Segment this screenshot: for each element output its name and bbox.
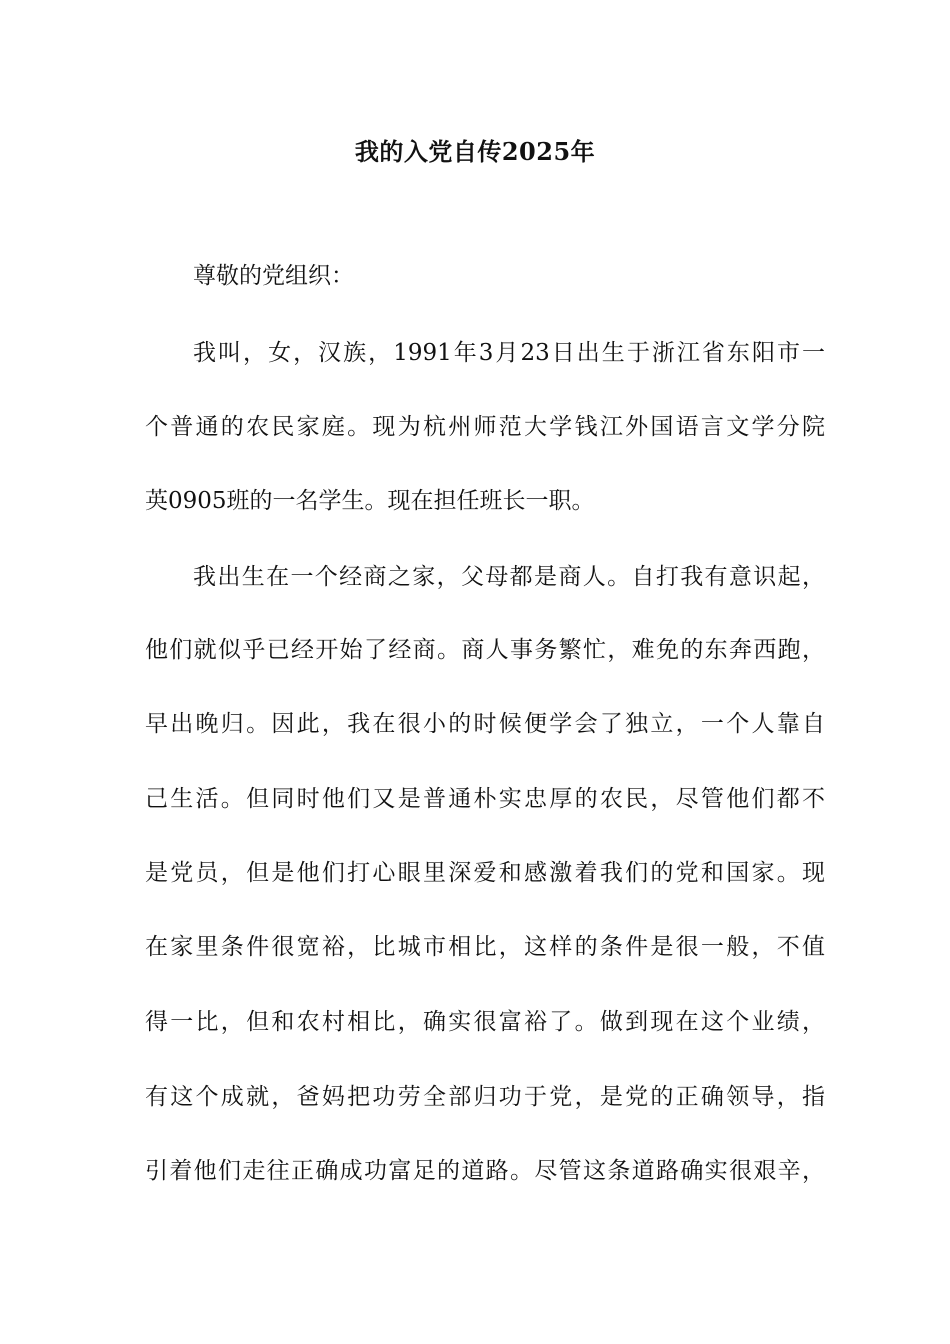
paragraph-2-line-7: 得一比，但和农村相比，确实很富裕了。做到现在这个业绩，	[145, 1009, 825, 1035]
paragraph-2-line-8: 有这个成就，爸妈把功劳全部归功于党，是党的正确领导，指	[145, 1084, 825, 1110]
paragraph-1-line-1: 我叫，女，汉族，1991年3月23日出生于浙江省东阳市一	[193, 340, 825, 366]
paragraph-1-line-2: 个普通的农民家庭。现为杭州师范大学钱江外国语言文学分院	[145, 414, 825, 440]
paragraph-2-line-4: 己生活。但同时他们又是普通朴实忠厚的农民，尽管他们都不	[145, 786, 825, 812]
paragraph-2-line-6: 在家里条件很宽裕，比城市相比，这样的条件是很一般，不值	[145, 934, 825, 960]
paragraph-2-line-3: 早出晚归。因此，我在很小的时候便学会了独立，一个人靠自	[145, 711, 825, 737]
paragraph-2-line-5: 是党员，但是他们打心眼里深爱和感激着我们的党和国家。现	[145, 860, 825, 886]
paragraph-2-line-2: 他们就似乎已经开始了经商。商人事务繁忙，难免的东奔西跑，	[145, 637, 825, 663]
paragraph-2-line-9: 引着他们走往正确成功富足的道路。尽管这条道路确实很艰辛，	[145, 1158, 825, 1184]
document-title: 我的入党自传2025年	[354, 137, 596, 166]
salutation: 尊敬的党组织：	[193, 263, 354, 289]
paragraph-2-line-1: 我出生在一个经商之家，父母都是商人。自打我有意识起，	[193, 564, 825, 590]
paragraph-1-line-3: 英0905班的一名学生。现在担任班长一职。	[145, 488, 595, 514]
